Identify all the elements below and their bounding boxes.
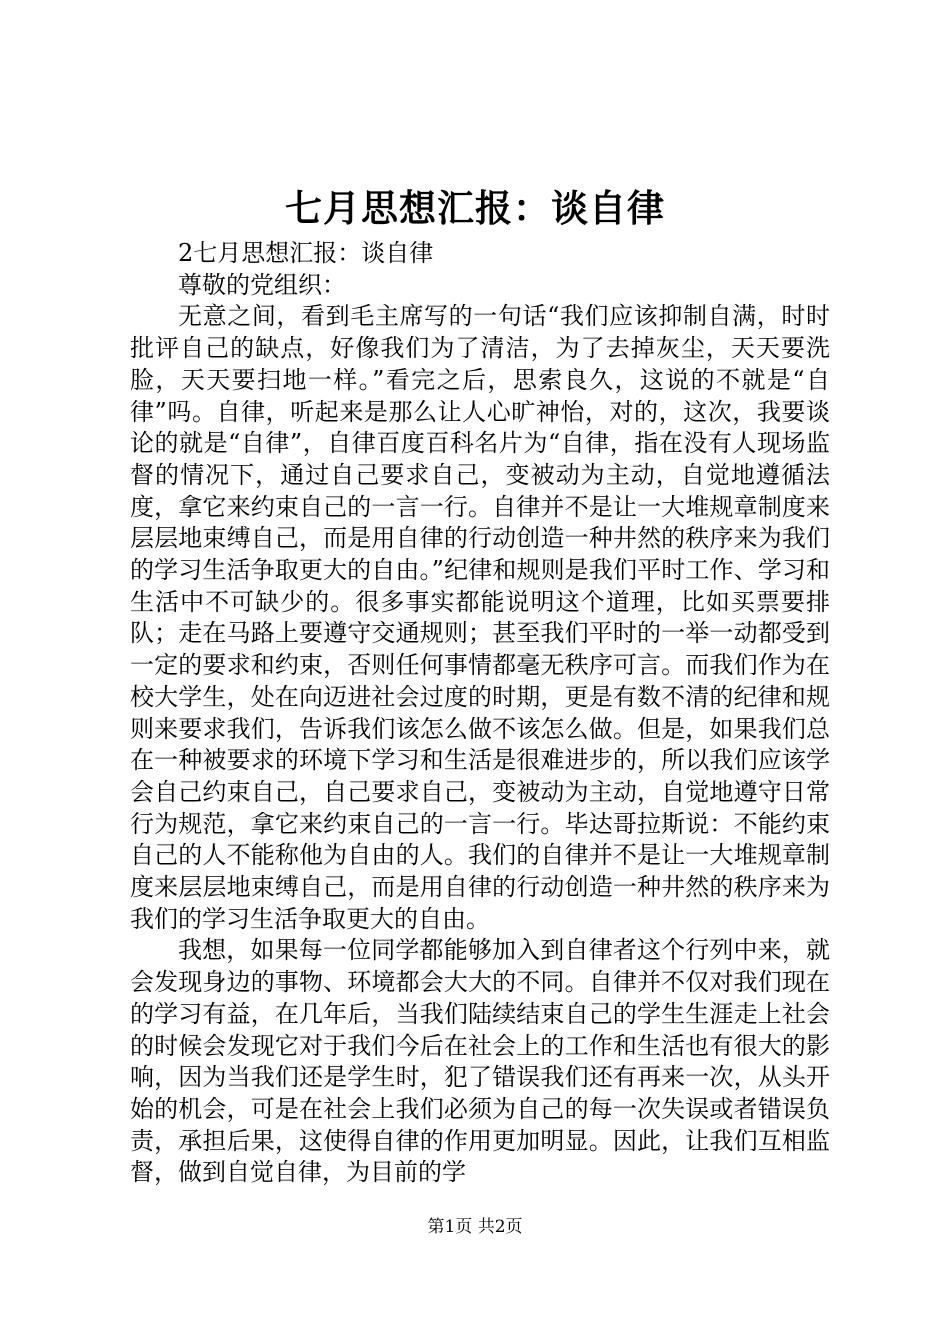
body-paragraph-1: 无意之间，看到毛主席写的一句话“我们应该抑制自满，时时批评自己的缺点，好像我们为了清洁，为了去掉灰尘，天天要洗脸，天天要扫地一样。”看完之后，思索良久，这说的不就是“自律”吗。自律，听起来是那么让人心旷神怡，对的，这次，我要谈论的就是“自律”，自律百度百科名片为“自律，指在没有人现场监督的情况下，通过自己要求自己，变被动为主动，自觉地遵循法度，拿它来约束自己的一言一行。自律并不是让一大堆规章制度来层层地束缚自己，而是用自律的行动创造一种井然的秩序来为我们的学习生活争取更大的自由。”纪律和规则是我们平时工作、学习和生活中不可缺少的。很多事实都能说明这个道理，比如买票要排队；走在马路上要遵守交通规则；甚至我们平时的一举一动都受到一定的要求和约束，否则任何事情都毫无秩序可言。而我们作为在校大学生，处在向迈进社会过度的时期，更是有数不清的纪律和规则来要求我们，告诉我们该怎么做不该怎么做。但是，如果我们总在一种被要求的环境下学习和生活是很难进步的，所以我们应该学会自己约束自己，自己要求自己，变被动为主动，自觉地遵守日常行为规范，拿它来约束自己的一言一行。毕达哥拉斯说：不能约束自己的人不能称他为自由的人。我们的自律并不是让一大堆规章制度来层层地束缚自己，而是用自律的行动创造一种井然的秩序来为我们的学习生活争取更大的自由。: [130, 302, 830, 933]
page-number-footer: 第1页 共2页: [427, 1217, 523, 1237]
document-subtitle: 2七月思想汇报：谈自律: [178, 239, 434, 267]
salutation: 尊敬的党组织：: [178, 270, 346, 299]
document-body: [130, 238, 830, 1189]
document-title: 七月思想汇报：谈自律: [285, 186, 665, 230]
body-paragraph-2: 我想，如果每一位同学都能够加入到自律者这个行列中来，就会发现身边的事物、环境都会大大的不同。自律并不仅对我们现在的学习有益，在几年后，当我们陆续结束自己的学生生涯走上社会的时候会发现它对于我们今后在社会上的工作和生活也有很大的影响，因为当我们还是学生时，犯了错误我们还有再来一次，从头开始的机会，可是在社会上我们必须为自己的每一次失误或者错误负责，承担后果，这使得自律的作用更加明显。因此，让我们互相监督，做到自觉自律，为目前的学: [130, 936, 830, 1187]
